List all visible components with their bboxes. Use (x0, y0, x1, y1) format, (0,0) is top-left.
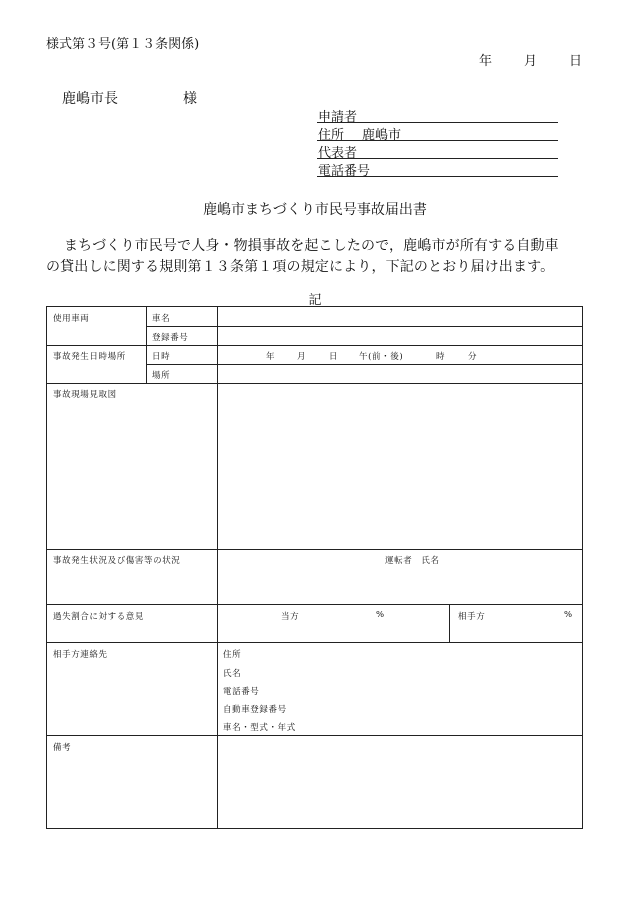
row-divider (47, 604, 583, 605)
ki-label: 記 (308, 293, 322, 308)
sketch-area[interactable] (219, 385, 581, 548)
datetime-ampm: 午(前・後) (359, 352, 404, 362)
place-field[interactable] (219, 365, 581, 382)
date-month-label: 月 (524, 54, 538, 69)
our-side-label: 当方 (281, 612, 300, 622)
datetime-day: 日 (329, 352, 339, 362)
phone-underline (317, 176, 558, 177)
other-side-percent: % (564, 610, 573, 620)
contact-phone-label: 電話番号 (223, 687, 260, 697)
addressee-name: 鹿嶋市長 (62, 91, 118, 107)
col-divider (449, 604, 450, 642)
place-label: 場所 (152, 371, 171, 381)
contact-name-label: 氏名 (223, 669, 242, 679)
our-side-percent: % (376, 610, 385, 620)
phone-label: 電話番号 (318, 164, 371, 179)
sketch-label: 事故現場見取図 (53, 390, 117, 400)
datetime-month: 月 (297, 352, 307, 362)
date-year-label: 年 (479, 54, 493, 69)
contact-car-reg-label: 自動車登録番号 (223, 705, 287, 715)
form-number: 様式第３号(第１３条関係) (46, 37, 200, 52)
date-day-label: 日 (569, 54, 583, 69)
applicant-label: 申請者 (318, 110, 358, 125)
remarks-area[interactable] (219, 737, 581, 827)
representative-underline (317, 158, 558, 159)
contact-label: 相手方連絡先 (53, 650, 108, 660)
col-divider (217, 307, 218, 829)
row-divider (47, 383, 583, 384)
datetime-minute: 分 (468, 352, 478, 362)
accident-form-table (46, 306, 583, 829)
applicant-underline (317, 122, 558, 123)
situation-label: 事故発生状況及び傷害等の状況 (53, 556, 181, 566)
registration-field[interactable] (219, 327, 581, 344)
remarks-label: 備考 (53, 743, 72, 753)
vehicle-name-label: 車名 (152, 314, 171, 324)
body-line-2: の貸出しに関する規則第１３条第１項の規定により，下記のとおり届け出ます。 (46, 259, 555, 275)
address-label: 住所 (318, 128, 345, 143)
col-divider (146, 307, 147, 383)
body-line-1: まちづくり市民号で人身・物損事故を起こしたので，鹿嶋市が所有する自動車 (64, 238, 559, 254)
contact-car-model-label: 車名・型式・年式 (223, 723, 296, 733)
fault-label: 過失割合に対する意見 (53, 612, 145, 622)
other-side-label: 相手方 (458, 612, 486, 622)
row-divider (47, 549, 583, 550)
row-divider (47, 735, 583, 736)
representative-label: 代表者 (318, 146, 358, 161)
datetime-year: 年 (266, 352, 276, 362)
contact-address-label: 住所 (223, 650, 242, 660)
vehicle-label: 使用車両 (53, 314, 90, 324)
driver-label: 運転者 氏名 (385, 556, 440, 566)
addressee-honorific: 様 (183, 91, 197, 107)
row-divider (47, 642, 583, 643)
datetime-label: 日時 (152, 352, 171, 362)
datetime-hour: 時 (436, 352, 446, 362)
document-title: 鹿嶋市まちづくり市民号事故届出書 (203, 202, 427, 218)
address-underline (317, 140, 558, 141)
accident-datetime-label: 事故発生日時場所 (53, 352, 126, 362)
address-value: 鹿嶋市 (362, 128, 402, 143)
vehicle-name-field[interactable] (219, 308, 581, 325)
row-divider (47, 345, 583, 346)
registration-label: 登録番号 (152, 333, 189, 343)
